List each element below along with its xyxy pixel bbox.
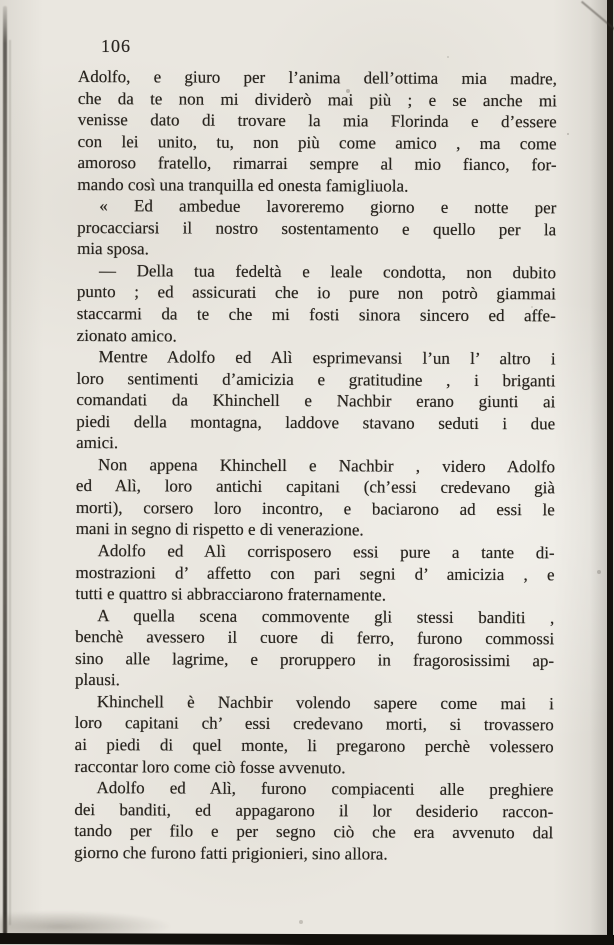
text-line: che da te non mi dividerò mai più ; e se anche mi (77, 88, 557, 110)
text-column (74, 66, 557, 866)
text-line: zionato amico. (76, 325, 177, 346)
text-line: piedi della montagna, laddove stavano seduti i due (76, 411, 556, 434)
text-line: Adolfo, e giuro per l’anima dell’ottima mia madre, (77, 66, 557, 89)
text-line: comandati da Khinchell e Nachbir erano giunti ai (76, 390, 556, 412)
text-line: Khinchell è Nachbir volendo sapere come mai i (96, 691, 554, 714)
text-line: con lei unito, tu, non più come amico , ma come (77, 131, 557, 153)
text-line: punto ; ed assicurati che io pure non potrò giammai (76, 282, 556, 304)
text-line: venisse dato di trovare la mia Florinda e d’essere (77, 110, 557, 132)
text-line: — Della tua fedeltà e leale condotta, non dubito (98, 261, 557, 283)
scan-right-edge-line (607, 0, 613, 945)
text-line: Adolfo ed Alì corrisposero essi pure a tante di- (97, 541, 555, 563)
text-line: amici. (76, 433, 119, 453)
text-line: tando per filo e per segno ciò che era avvenuto dal (74, 821, 554, 843)
text-line: « Ed ambedue lavoreremo giorno e notte per (99, 196, 557, 218)
text-line: giorno che furono fatti prigionieri, sino allora. (74, 842, 388, 864)
scan-left-edge-line (3, 6, 7, 935)
text-line: ai piedi di quel monte, li pregarono perchè volessero (74, 734, 554, 757)
text-line: tutti e quattro si abbracciarono fraternamente. (75, 584, 387, 605)
text-line: mando così una tranquilla ed onesta famigliuola. (77, 174, 409, 196)
text-line: Mentre Adolfo ed Alì esprimevansi l’un l’ altro i (98, 347, 556, 369)
scan-noise-specks (0, 0, 2, 2)
page-number: 106 (101, 36, 131, 56)
text-line: raccontar loro come ciò fosse avvenuto. (74, 756, 346, 777)
text-line: staccarmi da te che mi fosti sinora sincero ed affe- (76, 304, 556, 326)
text-line: sino alle lagrime, e proruppero in fragorosissimi ap- (75, 648, 555, 671)
text-line: loro capitani ch’ essi credevano morti, si trovassero (74, 713, 554, 735)
page-curve-shadow (590, 0, 608, 945)
text-line: morti), corsero loro incontro, e baciarono ad essi le (75, 497, 555, 520)
text-line: dei banditi, ed appagarono il lor desiderio raccon- (74, 799, 554, 821)
text-line: Non appena Khinchell e Nachbir , videro Adolfo (98, 454, 556, 477)
text-line: A quella scena commovente gli stessi banditi , (97, 605, 555, 628)
text-line: amoroso fratello, rimarrai sempre al mio fianco, for- (77, 153, 557, 175)
text-line: loro sentimenti d’amicizia e gratitudine , i briganti (76, 368, 556, 390)
scan-left-edge-echo (9, 40, 11, 925)
scan-bottom-band (0, 933, 614, 945)
text-line: mani in segno di rispetto e di venerazione. (75, 519, 364, 540)
text-line: ed Alì, loro antichi capitani (ch’essi credevano già (75, 476, 555, 498)
text-line: mostrazioni d’ affetto con pari segni d’ amicizia , e (75, 562, 555, 584)
text-line: plausi. (74, 670, 120, 690)
text-line: benchè avessero il cuore di ferro, furono commossi (75, 627, 555, 649)
text-line: procacciarsi il nostro sostentamento e quello per la (77, 217, 557, 240)
text-line: mia sposa. (77, 239, 149, 259)
text-line: Adolfo ed Alì, furono compiacenti alle preghiere (96, 778, 554, 800)
